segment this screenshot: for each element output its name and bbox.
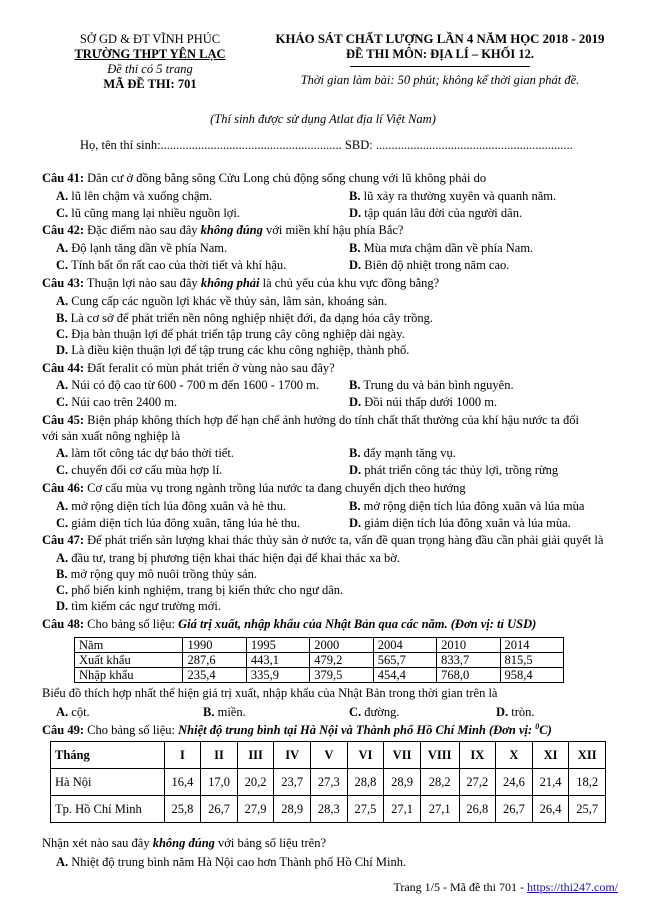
table-cell: 2010 <box>437 638 500 653</box>
q46-option-a: A. mở rộng diện tích lúa đông xuân và hè thu. <box>56 499 287 513</box>
table-cell: 23,7 <box>274 769 311 796</box>
q41-option-c: C. lũ cũng mang lại nhiều nguồn lợi. <box>56 206 241 220</box>
q42-option-c: C. Tính bất ổn rất cao của thời tiết và khí hậu. <box>56 258 287 272</box>
table-cell: 16,4 <box>164 769 201 796</box>
q45-option-c: C. chuyển đổi cơ cấu mùa hợp lí. <box>56 463 223 477</box>
table-cell: 25,7 <box>569 796 606 823</box>
q47-option-b: B. mở rộng quy mô nuôi trồng thủy sản. <box>56 567 258 581</box>
table-cell: 768,0 <box>437 668 500 683</box>
table-cell: 18,2 <box>569 769 606 796</box>
q42-option-b: B. Mùa mưa chậm dần về phía Nam. <box>349 241 534 255</box>
exam-code: MÃ ĐỀ THI: 701 <box>103 77 197 91</box>
q41-option-d: D. tập quán lâu đời của người dân. <box>349 206 523 220</box>
q48-option-d: D. tròn. <box>496 705 535 719</box>
table-cell: 335,9 <box>246 668 309 683</box>
q44-option-b: B. Trung du và bán bình nguyên. <box>349 378 514 392</box>
table-cell: 958,4 <box>500 668 564 683</box>
table-cell: 27,1 <box>384 796 421 823</box>
table-cell: 20,2 <box>237 769 274 796</box>
q43-option-d: D. Là điều kiện thuận lợi để tập trung các khu công nghiệp, thành phố. <box>56 343 410 357</box>
table-cell: 26,7 <box>201 796 238 823</box>
table-cell: I <box>164 742 201 769</box>
table-cell: II <box>201 742 238 769</box>
exam-title: KHẢO SÁT CHẤT LƯỢNG LẦN 4 NĂM HỌC 2018 - 2019 <box>275 32 605 46</box>
table-cell: 26,4 <box>532 796 569 823</box>
question-45: Câu 45: Biện pháp không thích hợp để hạn chế ảnh hưởng do tính chất thất thường của khí hậu nước ta đối <box>42 413 579 427</box>
table-cell: 21,4 <box>532 769 569 796</box>
q43-option-b: B. Là cơ sở để phát triển nền nông nghiệp nhiệt đới, đa dạng hóa cây trồng. <box>56 311 434 325</box>
footer-text: Trang 1/5 - Mã đề thi 701 - <box>393 880 527 894</box>
q42-option-d: D. Biên độ nhiệt trong năm cao. <box>349 258 510 272</box>
q46-option-d: D. giảm diện tích lúa đông xuân và lúa mùa. <box>349 516 571 530</box>
q43-option-a: A. Cung cấp các nguồn lợi khác về thủy sản, lâm sản, khoáng sản. <box>56 294 388 308</box>
table-row <box>75 668 564 683</box>
table-cell: VIII <box>420 742 459 769</box>
table-cell: 27,9 <box>237 796 274 823</box>
table-cell: 379,5 <box>310 668 373 683</box>
header-left <box>50 32 250 92</box>
table-cell: XI <box>532 742 569 769</box>
table-cell: 27,5 <box>347 796 384 823</box>
table-cell: 27,2 <box>459 769 496 796</box>
table-cell: IX <box>459 742 496 769</box>
table-cell: 479,2 <box>310 653 373 668</box>
atlas-note: (Thí sinh được sử dụng Atlat địa lí Việt Nam) <box>210 112 436 126</box>
table-cell: VII <box>384 742 421 769</box>
q43-option-c: C. Địa bàn thuận lợi để phát triển tập trung cây công nghiệp dài ngày. <box>56 327 405 341</box>
table-cell: 28,9 <box>384 769 421 796</box>
table-cell: 24,6 <box>496 769 533 796</box>
q44-option-a: A. Núi có độ cao từ 600 - 700 m đến 1600 - 1700 m. <box>56 378 319 392</box>
q45-option-a: A. làm tốt công tác dự báo thời tiết. <box>56 446 234 460</box>
table-cell: IV <box>274 742 311 769</box>
table-cell: VI <box>347 742 384 769</box>
table-cell: Xuất khẩu <box>75 653 183 668</box>
school-name: TRƯỜNG THPT YÊN LẠC <box>74 47 226 61</box>
table-cell: 26,7 <box>496 796 533 823</box>
question-48: Câu 48: Cho bảng số liệu: Giá trị xuất, nhập khẩu của Nhật Bản qua các năm. (Đơn vị: tỉ USD) <box>42 617 537 631</box>
page-count: Đề thi có 5 trang <box>107 62 193 76</box>
q47-option-d: D. tìm kiếm các ngư trường mới. <box>56 599 221 613</box>
table-row <box>51 796 606 823</box>
question-43: Câu 43: Thuận lợi nào sau đây không phải là chủ yếu của khu vực đồng bằng? <box>42 276 440 290</box>
header-right <box>255 32 625 88</box>
q44-option-d: D. Đồi núi thấp dưới 1000 m. <box>349 395 498 409</box>
table-cell: Nhập khẩu <box>75 668 183 683</box>
table-cell: Tháng <box>51 742 165 769</box>
table-cell: X <box>496 742 533 769</box>
table-cell: Năm <box>75 638 183 653</box>
page-footer <box>393 880 618 895</box>
table-cell: 833,7 <box>437 653 500 668</box>
table-cell: 28,2 <box>420 769 459 796</box>
question-46: Câu 46: Cơ cấu mùa vụ trong ngành trồng lúa nước ta đang chuyển dịch theo hướng <box>42 481 466 495</box>
q44-option-c: C. Núi cao trên 2400 m. <box>56 395 178 409</box>
q42-option-a: A. Độ lạnh tăng dần về phía Nam. <box>56 241 228 255</box>
table-row <box>75 638 564 653</box>
header-divider <box>350 66 530 67</box>
table-cell: 27,3 <box>311 769 348 796</box>
export-import-table <box>74 637 564 683</box>
table-cell: V <box>311 742 348 769</box>
table-cell: 1990 <box>183 638 246 653</box>
table-cell: 25,8 <box>164 796 201 823</box>
table-cell: 1995 <box>246 638 309 653</box>
table-row <box>51 742 606 769</box>
subject-title: ĐỀ THI MÔN: ĐỊA LÍ – KHỐI 12. <box>346 47 534 61</box>
q47-option-a: A. đầu tư, trang bị phương tiện khai thác hiện đại để khai thác xa bờ. <box>56 551 401 565</box>
temperature-table <box>50 741 606 823</box>
question-49-prompt: Nhận xét nào sau đây không đúng với bảng số liệu trên? <box>42 836 327 850</box>
table-cell: 815,5 <box>500 653 564 668</box>
q41-option-a: A. lũ lên chậm và xuống chậm. <box>56 189 213 203</box>
question-42: Câu 42: Đặc điểm nào sau đây không đúng với miền khí hậu phía Bắc? <box>42 223 404 237</box>
question-47: Câu 47: Để phát triển sản lượng khai thác thủy sản ở nước ta, vấn đề quan trọng hàng đầu cần phải giải quyết là <box>42 533 604 547</box>
candidate-line: Họ, tên thí sinh:.......................................................... SBD: ............................................................... <box>80 138 573 152</box>
question-48-prompt: Biểu đồ thích hợp nhất thể hiện giá trị xuất, nhập khẩu của Nhật Bản trong thời gian trên là <box>42 686 498 700</box>
time-note: Thời gian làm bài: 50 phút; không kể thời gian phát đề. <box>300 73 580 87</box>
footer-link[interactable]: https://thi247.com/ <box>526 880 618 894</box>
table-cell: 28,9 <box>274 796 311 823</box>
q47-option-c: C. phổ biến kinh nghiệm, trang bị kiến thức cho ngư dân. <box>56 583 344 597</box>
table-cell: Hà Nội <box>51 769 165 796</box>
question-49: Câu 49: Cho bảng số liệu: Nhiệt độ trung bình tại Hà Nội và Thành phố Hồ Chí Minh (Đơn vị: $^0$C) <box>42 722 552 738</box>
question-44: Câu 44: Đất feralit có mùn phát triển ở vùng nào sau đây? <box>42 361 335 375</box>
table-cell: 287,6 <box>183 653 246 668</box>
table-cell: 27,1 <box>420 796 459 823</box>
q48-option-a: A. cột. <box>56 705 90 719</box>
table-cell: 235,4 <box>183 668 246 683</box>
question-45-line2: với sản xuất nông nghiệp là <box>42 429 181 443</box>
table-cell: 28,8 <box>347 769 384 796</box>
table-cell: 26,8 <box>459 796 496 823</box>
table-cell: 2004 <box>373 638 436 653</box>
table-cell: Tp. Hồ Chí Minh <box>51 796 165 823</box>
table-cell: 17,0 <box>201 769 238 796</box>
q48-option-c: C. đường. <box>349 705 400 719</box>
table-cell: 28,3 <box>311 796 348 823</box>
table-cell: 565,7 <box>373 653 436 668</box>
table-cell: III <box>237 742 274 769</box>
q46-option-c: C. giảm diện tích lúa đông xuân, tăng lúa hè thu. <box>56 516 301 530</box>
q45-option-b: B. đẩy mạnh tăng vụ. <box>349 446 456 460</box>
table-cell: 454,4 <box>373 668 436 683</box>
table-row <box>75 653 564 668</box>
dept-name: SỞ GD & ĐT VĨNH PHÚC <box>79 32 221 46</box>
q46-option-b: B. mở rộng diện tích lúa đông xuân và lúa mùa <box>349 499 585 513</box>
table-row <box>51 769 606 796</box>
table-cell: 443,1 <box>246 653 309 668</box>
table-cell: 2014 <box>500 638 564 653</box>
q45-option-d: D. phát triển công tác thủy lợi, trồng rừng <box>349 463 559 477</box>
q48-option-b: B. miền. <box>203 705 246 719</box>
question-41: Câu 41: Dân cư ở đồng bằng sông Cửu Long chủ động sống chung với lũ không phải do <box>42 171 487 185</box>
q41-option-b: B. lũ xảy ra thường xuyên và quanh năm. <box>349 189 557 203</box>
table-cell: XII <box>569 742 606 769</box>
table-cell: 2000 <box>310 638 373 653</box>
q49-option-a: A. Nhiệt độ trung bình năm Hà Nội cao hơn Thành phố Hồ Chí Minh. <box>56 855 407 869</box>
